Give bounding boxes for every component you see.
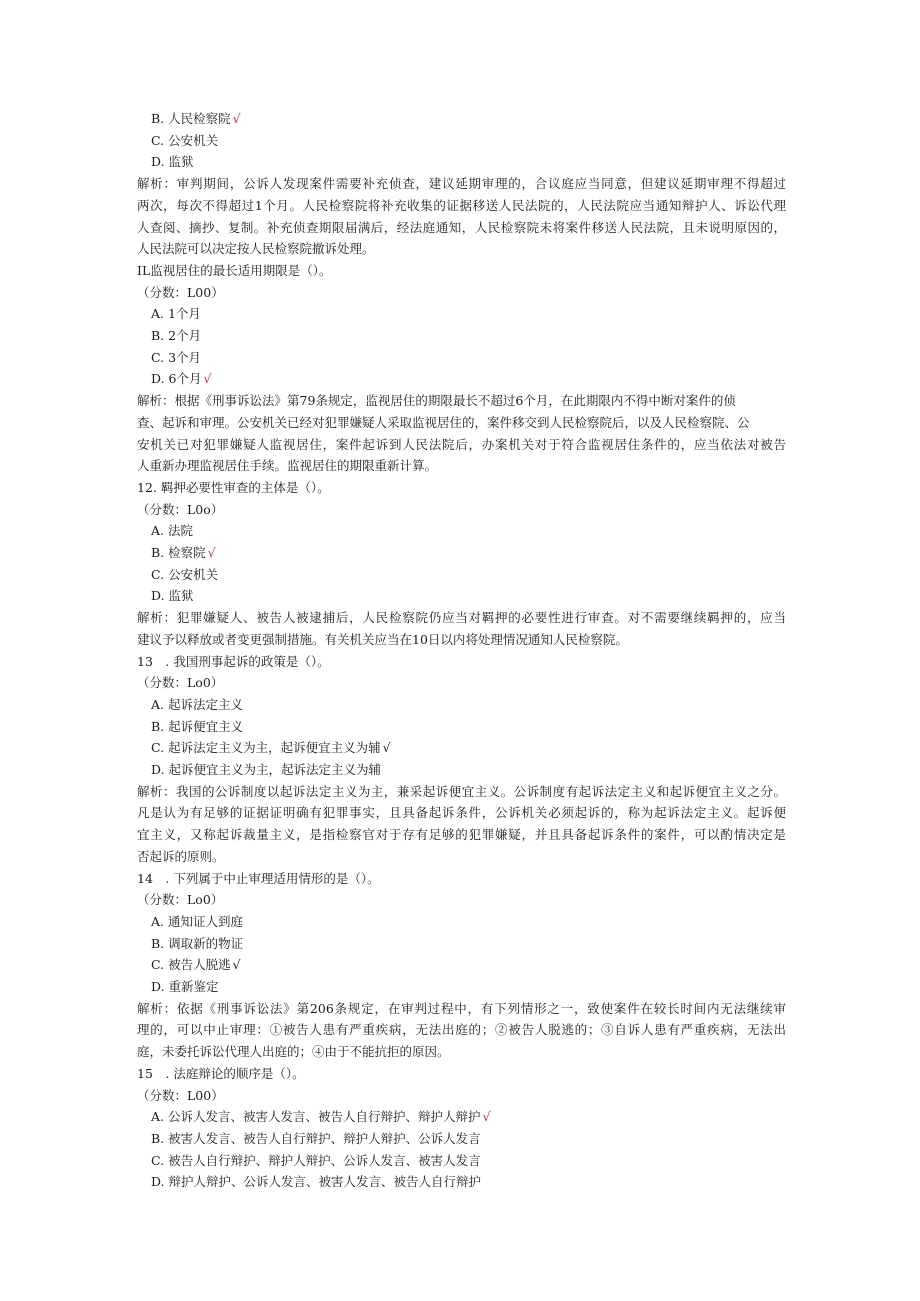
line-text: 凡是认为有足够的证据证明确有犯罪事实，且具备起诉条件，公诉机关必须起诉的，称为起诉法定主义。起诉便 [137, 805, 786, 821]
line-text: D. 起诉便宜主义为主，起诉法定主义为辅 [151, 762, 382, 777]
line-text: 建议予以释放或者变更强制措施。有关机关应当在10日以内将处理情况通知人民检察院。 [137, 631, 628, 647]
line-text: B. 检察院 [151, 545, 206, 560]
correct-check-icon: √ [203, 371, 212, 387]
line-text: 理的，可以中止审理：①被告人患有严重疾病，无法出庭的；②被告人脱逃的；③自诉人患有严重疾病，无法出 [137, 1022, 786, 1038]
text-line [137, 653, 330, 669]
line-text: A. 公诉人发言、被害人发言、被告人自行辩护、辩护人辩护 [151, 1109, 481, 1125]
text-line [137, 807, 786, 820]
line-text: 否起诉的原则。 [137, 848, 225, 864]
line-text: （分数：L00） [137, 284, 224, 300]
line-text: （分数：L0o） [137, 501, 224, 517]
answer-option [151, 113, 241, 126]
line-text: A. 1个月 [151, 306, 201, 322]
answer-option [151, 566, 219, 582]
line-text: B. 人民检察院 [151, 111, 231, 126]
answer-option [151, 764, 381, 777]
line-text: 13 . 我国刑事起诉的政策是（）。 [137, 653, 330, 669]
text-line [137, 1065, 305, 1081]
line-text: 14 . 下列属于中止审理适用情形的是（）。 [137, 870, 380, 886]
answer-option [151, 349, 202, 365]
line-text: 宜主义，又称起诉裁量主义，是指检察官对于存有足够的犯罪嫌疑，并且具备起诉条件的案件，可以酌情决定是 [137, 827, 786, 843]
line-text: 解析：审判期间，公诉人发现案件需要补充侦查，建议延期审理的，合议庭应当同意，但建议延期审理不得超过 [137, 176, 786, 192]
answer-option [151, 330, 201, 343]
text-line [137, 178, 786, 191]
text-line [137, 414, 750, 430]
answer-option [151, 1152, 481, 1168]
text-line [137, 677, 223, 690]
text-line [137, 284, 224, 300]
line-text: 庭，未委托诉讼代理人出庭的；④由于不能抗拒的原因。 [137, 1044, 450, 1060]
answer-option [151, 935, 244, 951]
answer-option [151, 308, 201, 321]
text-line [137, 612, 786, 625]
line-text: A. 起诉法定主义 [151, 696, 243, 712]
answer-option [151, 742, 391, 755]
line-text: D. 监狱 [151, 588, 194, 604]
text-line [137, 1000, 786, 1016]
line-text: B. 调取新的物证 [151, 935, 244, 951]
text-line [137, 829, 786, 842]
answer-option [151, 959, 241, 972]
text-line [137, 1024, 786, 1037]
line-text: B. 2个月 [151, 328, 202, 343]
line-text: C. 被告人脱逃 [151, 957, 231, 973]
text-line [137, 870, 380, 886]
text-line [137, 243, 375, 256]
line-text: IL监视居住的最长适用期限是（）。 [137, 262, 332, 278]
line-text: B. 起诉便宜主义 [151, 718, 244, 734]
correct-check-icon: √ [232, 957, 241, 973]
answer-option [151, 718, 244, 734]
line-text: D. 6个月 [151, 371, 202, 387]
correct-check-icon: √ [382, 740, 391, 756]
line-text: 解析：根据《刑事诉讼法》第79条规定，监视居住的期限最长不超过6个月，在此期限内不得中断对案件的侦 [137, 393, 736, 409]
line-text: 查、起诉和审理。公安机关已经对犯罪嫌疑人采取监视居住的，案件移交到人民检察院后，以及人民检察院、公 [137, 414, 750, 430]
line-text: 15 . 法庭辩论的顺序是（）。 [137, 1065, 305, 1081]
text-line [137, 479, 330, 495]
correct-check-icon: √ [232, 111, 241, 126]
answer-option [151, 981, 219, 994]
line-text: A. 法院 [151, 523, 193, 539]
line-text: C. 公安机关 [151, 566, 219, 582]
text-line [137, 395, 736, 408]
line-text: B. 被害人发言、被告人自行辩护、辩护人辩护、公诉人发言 [151, 1130, 481, 1146]
line-text: 安机关已对犯罪嫌疑人监视居住，案件起诉到人民法院后，办案机关对于符合监视居住条件的，应当依法对被告 [137, 436, 786, 452]
text-line [137, 631, 628, 647]
line-text: （分数：Lo0） [137, 675, 224, 691]
text-line [137, 262, 332, 278]
correct-check-icon: √ [482, 1109, 491, 1125]
answer-option [151, 696, 243, 712]
line-text: 人重新办理监视居住手续。监视居住的期限重新计算。 [137, 458, 438, 474]
answer-option [151, 547, 216, 560]
text-line [137, 783, 786, 799]
text-line [137, 894, 223, 907]
answer-option [151, 525, 193, 538]
line-text: C. 被告人自行辩护、辩护人辩护、公诉人发言、被害人发言 [151, 1152, 481, 1168]
line-text: （分数：L00） [137, 1087, 224, 1103]
correct-check-icon: √ [207, 545, 216, 560]
answer-option [151, 590, 194, 603]
answer-option [151, 913, 243, 929]
text-line [137, 436, 786, 452]
text-line [137, 1087, 224, 1103]
line-text: D. 辩护人辩护、公诉人发言、被害人发言、被告人自行辩护 [151, 1174, 482, 1190]
line-text: D. 监狱 [151, 154, 194, 170]
answer-option [151, 132, 219, 148]
line-text: 人民法院可以决定按人民检察院撤诉处理。 [137, 241, 375, 257]
text-line [137, 197, 786, 213]
line-text: C. 起诉法定主义为主，起诉便宜主义为辅 [151, 740, 381, 756]
text-line [137, 501, 224, 517]
answer-option [151, 156, 194, 169]
line-text: 人查阅、摘抄、复制。补充侦查期限届满后，经法庭通知，人民检察院未将案件移送人民法院，且未说明原因的， [137, 219, 786, 235]
line-text: A. 通知证人到庭 [151, 913, 243, 929]
answer-option [151, 1111, 490, 1124]
answer-option [151, 1176, 481, 1189]
answer-option [151, 373, 211, 386]
line-text: C. 3个月 [151, 349, 202, 365]
line-text: C. 公安机关 [151, 132, 219, 148]
line-text: 解析：犯罪嫌疑人、被告人被逮捕后，人民检察院仍应当对羁押的必要性进行审查。对不需要继续羁押的，应当 [137, 610, 786, 626]
text-line [137, 1046, 450, 1059]
line-text: 解析：我国的公诉制度以起诉法定主义为主，兼采起诉便宜主义。公诉制度有起诉法定主义和起诉便宜主义之分。 [137, 783, 786, 799]
text-line [137, 460, 437, 473]
line-text: 两次，每次不得超过1个月。人民检察院将补充收集的证据移送人民法院的，人民法院应当通知辩护人、诉讼代理 [137, 197, 786, 213]
answer-option [151, 1130, 481, 1146]
line-text: 解析：依据《刑事诉讼法》第206条规定，在审判过程中，有下列情形之一，致使案件在较长时间内无法继续审 [137, 1000, 786, 1016]
text-line [137, 219, 786, 235]
line-text: （分数：Lo0） [137, 892, 224, 908]
line-text: 12. 羁押必要性审查的主体是（）。 [137, 479, 330, 495]
text-line [137, 848, 225, 864]
line-text: D. 重新鉴定 [151, 979, 219, 994]
